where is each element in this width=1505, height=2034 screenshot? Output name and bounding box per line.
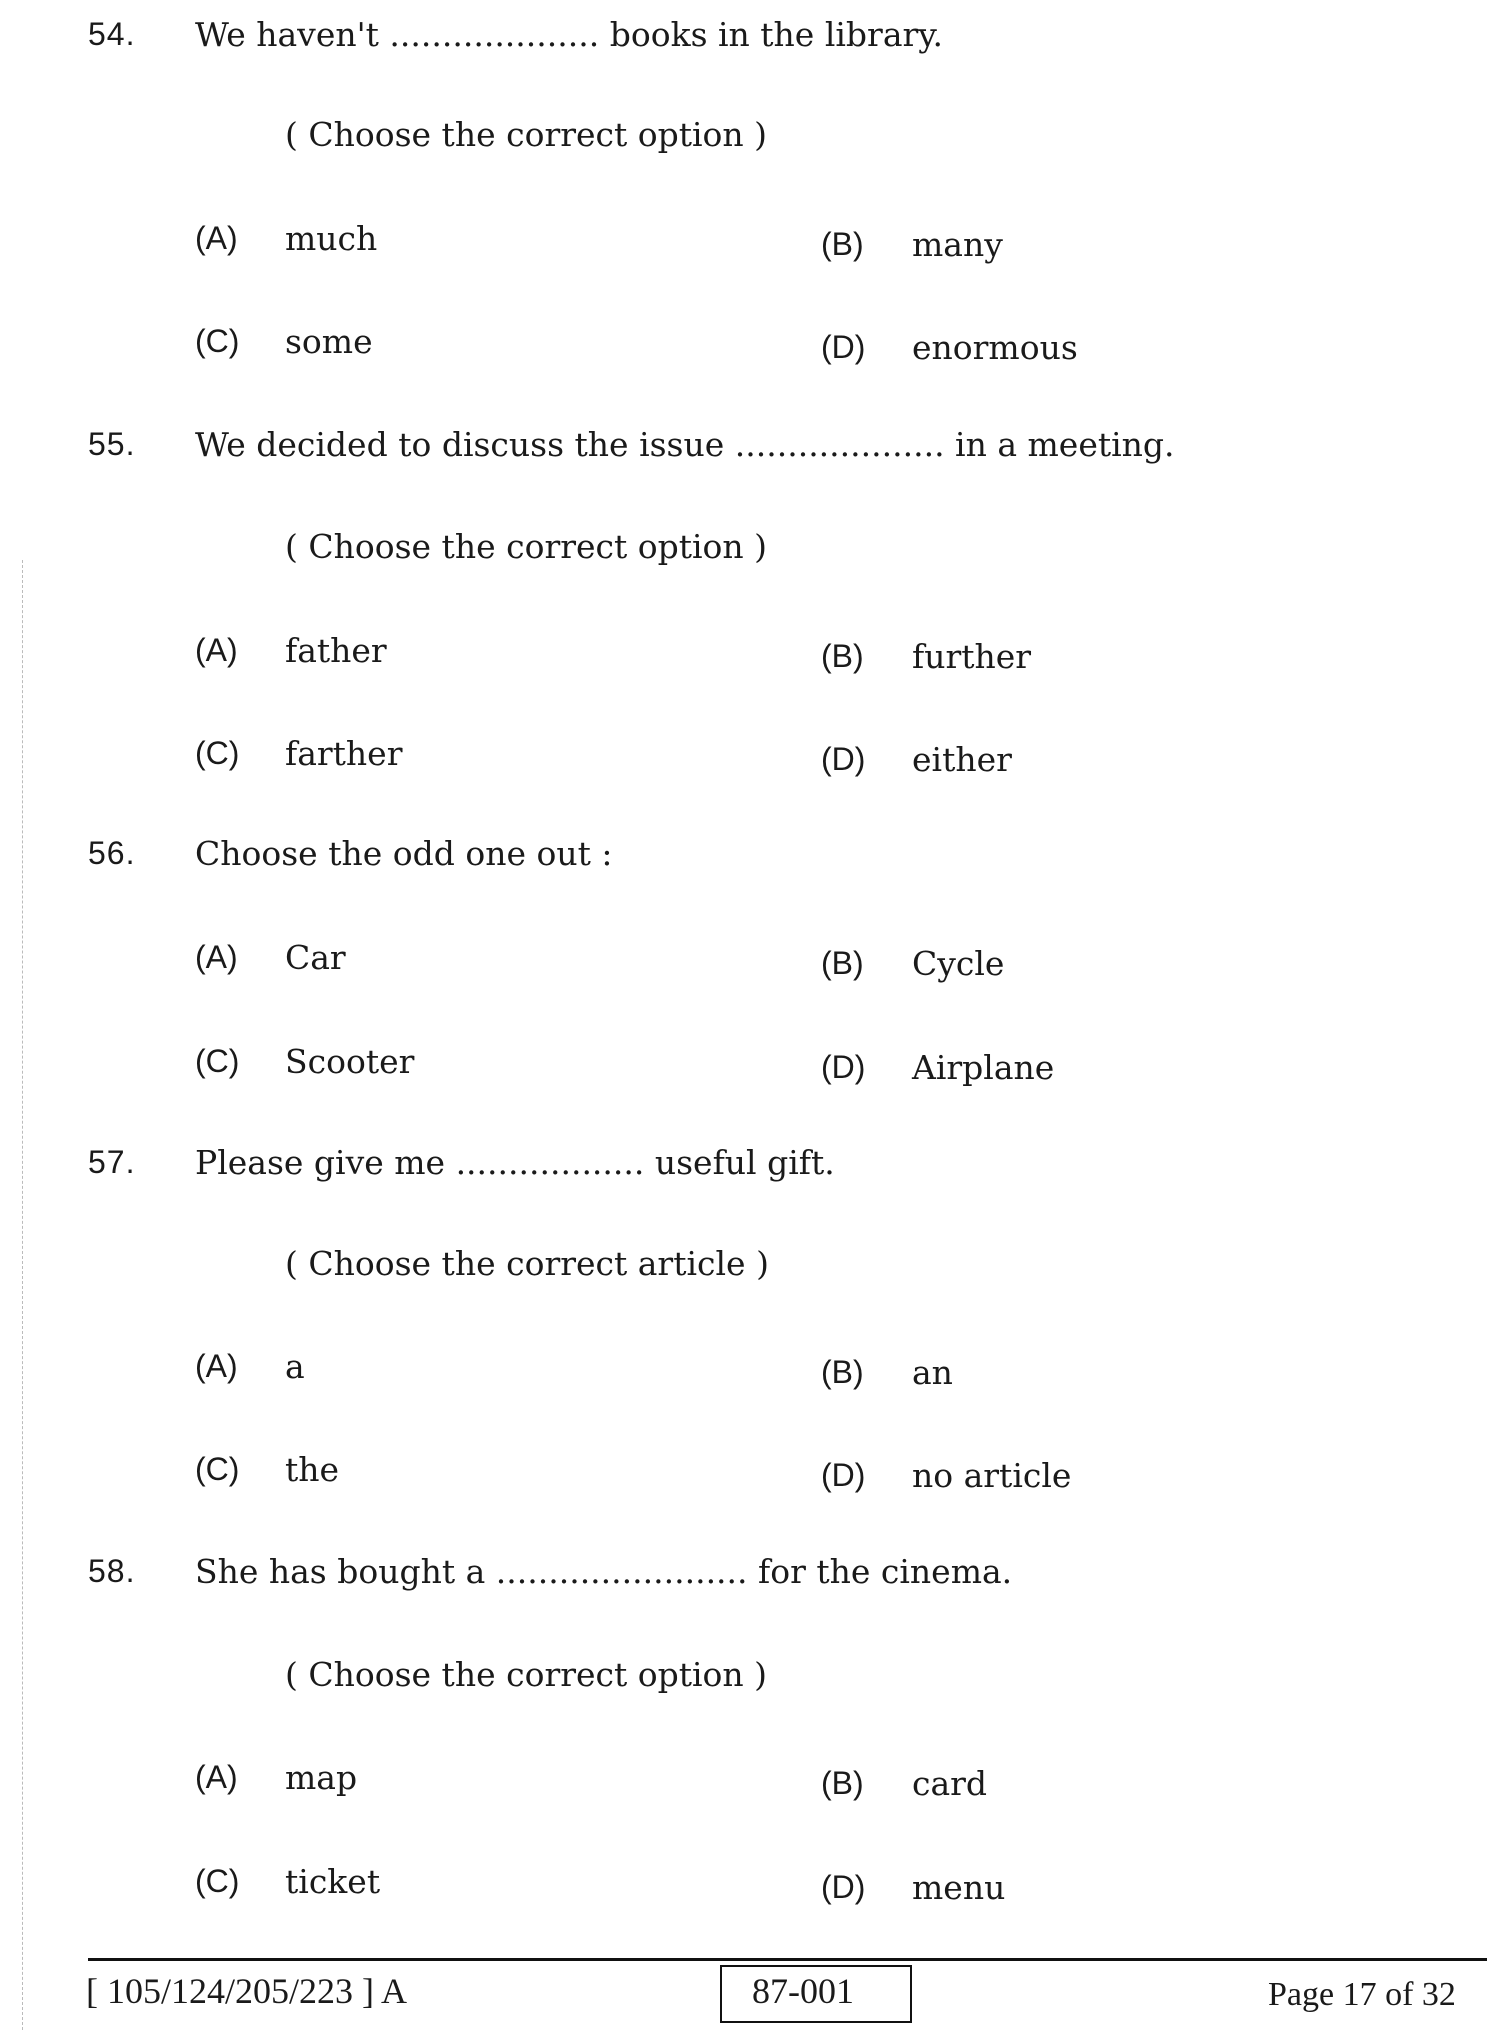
option-letter: (A) bbox=[195, 1348, 238, 1384]
option-text: some bbox=[285, 322, 373, 361]
option-text: further bbox=[912, 637, 1032, 676]
scan-edge bbox=[22, 560, 24, 2030]
option-text: either bbox=[912, 740, 1012, 779]
question-instruction: ( Choose the correct article ) bbox=[285, 1244, 769, 1283]
option-letter: (B) bbox=[821, 1765, 864, 1801]
question-text: We decided to discuss the issue .................... in a meeting. bbox=[195, 425, 1175, 464]
option-text: an bbox=[912, 1353, 953, 1392]
option-letter: (A) bbox=[195, 632, 238, 668]
option-letter: (C) bbox=[195, 1451, 240, 1487]
footer-rule bbox=[88, 1958, 1487, 1961]
option-letter: (D) bbox=[821, 741, 866, 777]
option-letter: (C) bbox=[195, 323, 240, 359]
option-letter: (B) bbox=[821, 226, 864, 262]
option-letter: (A) bbox=[195, 939, 238, 975]
option-letter: (D) bbox=[821, 329, 866, 365]
option-letter: (A) bbox=[195, 1759, 238, 1795]
question-text: Choose the odd one out : bbox=[195, 834, 613, 873]
question-text: We haven't .................... books in the library. bbox=[195, 15, 944, 54]
option-text: menu bbox=[912, 1868, 1006, 1907]
option-text: much bbox=[285, 219, 378, 258]
option-letter: (D) bbox=[821, 1457, 866, 1493]
question-number: 54. bbox=[88, 16, 136, 52]
option-letter: (D) bbox=[821, 1049, 866, 1085]
option-letter: (B) bbox=[821, 1354, 864, 1390]
option-text: farther bbox=[285, 734, 403, 773]
option-text: many bbox=[912, 225, 1003, 264]
option-letter: (B) bbox=[821, 945, 864, 981]
question-number: 56. bbox=[88, 835, 136, 871]
question-number: 58. bbox=[88, 1553, 136, 1589]
question-number: 57. bbox=[88, 1144, 136, 1180]
option-text: father bbox=[285, 631, 387, 670]
option-text: Scooter bbox=[285, 1042, 415, 1081]
option-text: Airplane bbox=[912, 1048, 1055, 1087]
booklet-code: 87-001 bbox=[752, 1971, 854, 2011]
question-instruction: ( Choose the correct option ) bbox=[285, 1655, 768, 1694]
option-text: ticket bbox=[285, 1862, 381, 1901]
option-text: map bbox=[285, 1758, 358, 1797]
question-instruction: ( Choose the correct option ) bbox=[285, 527, 768, 566]
question-instruction: ( Choose the correct option ) bbox=[285, 115, 768, 154]
option-letter: (C) bbox=[195, 735, 240, 771]
option-text: no article bbox=[912, 1456, 1072, 1495]
option-text: Car bbox=[285, 938, 346, 977]
paper-code: [ 105/124/205/223 ] A bbox=[86, 1971, 407, 2011]
option-letter: (C) bbox=[195, 1863, 240, 1899]
option-letter: (B) bbox=[821, 638, 864, 674]
option-letter: (A) bbox=[195, 220, 238, 256]
option-letter: (D) bbox=[821, 1869, 866, 1905]
option-text: enormous bbox=[912, 328, 1078, 367]
option-text: card bbox=[912, 1764, 988, 1803]
option-text: the bbox=[285, 1450, 340, 1489]
question-text: She has bought a ........................ for the cinema. bbox=[195, 1552, 1013, 1591]
option-text: a bbox=[285, 1347, 305, 1386]
option-letter: (C) bbox=[195, 1043, 240, 1079]
page-number: Page 17 of 32 bbox=[1268, 1976, 1456, 2013]
option-text: Cycle bbox=[912, 944, 1005, 983]
question-text: Please give me .................. useful gift. bbox=[195, 1143, 835, 1182]
question-number: 55. bbox=[88, 426, 136, 462]
